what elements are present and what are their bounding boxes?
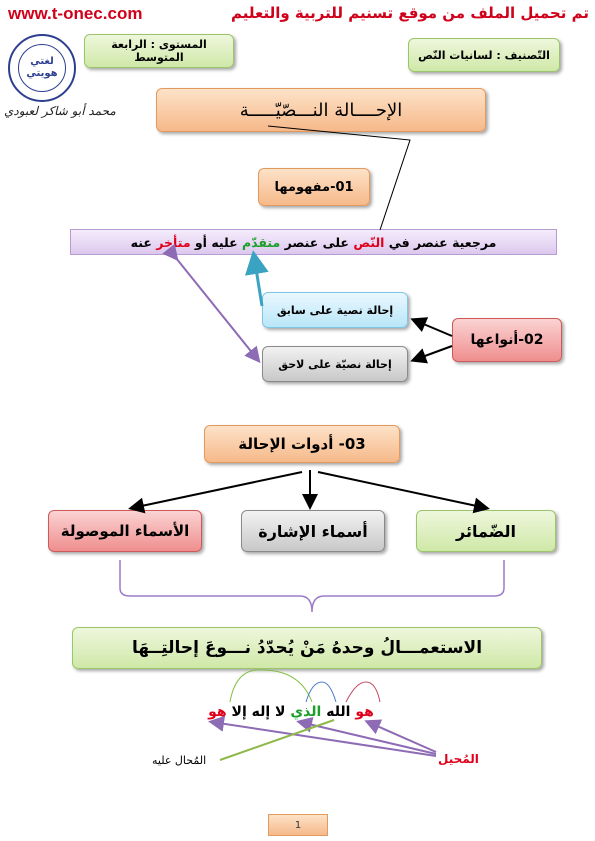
site-url-link[interactable]: www.t-onec.com — [8, 4, 143, 23]
arrow-to-pronouns — [318, 472, 486, 508]
stamp-line2: هويتي — [26, 68, 58, 79]
tool-pronouns-box: الضّمائر — [416, 510, 556, 552]
referrer-label: المُحيل — [438, 752, 479, 766]
verse-word-huwa-2: هو — [208, 704, 227, 720]
arrow-to-anaphora — [414, 320, 452, 336]
def-part4: عنه — [130, 234, 157, 250]
type-anaphora-box: إحالة نصية على سابق — [262, 292, 408, 328]
cataphora-arrow — [176, 258, 258, 360]
page-number: 1 — [268, 814, 328, 836]
category-box: التّصنيف : لسانيات النّص — [408, 38, 560, 72]
anaphora-arrow — [254, 256, 262, 306]
referent-label: المُحال عليه — [152, 754, 207, 767]
def-word-preceding: متقدّم — [242, 234, 281, 250]
def-word-following: متأخر — [156, 234, 191, 250]
section1-title: 01-مفهومها — [258, 168, 370, 206]
title-connector — [268, 126, 410, 230]
download-notice: تم تحميل الملف من موقع تسنيم للتربية والتعليم — [231, 4, 589, 22]
level-box: المستوى : الرابعة المتوسط — [84, 34, 234, 68]
section2-title: 02-أنواعها — [452, 318, 562, 362]
tool-relatives-box: الأسماء الموصولة — [48, 510, 202, 552]
arrow-to-cataphora — [414, 346, 452, 360]
verse-word-allah: الله — [326, 704, 351, 720]
usage-rule-box: الاستعمـــالُ وحدهُ مَنْ يُحدّدُ نـــوعَ إحالتِــهَا — [72, 627, 542, 669]
verse-words-mid: لا إله إلا — [231, 704, 286, 720]
main-title: الإحــــالة النـــصّيّـــــة — [156, 88, 486, 132]
arc-huwa-allah — [230, 670, 312, 702]
verse-word-huwa-1: هو — [355, 704, 374, 720]
verse-word-alladhi: الذي — [290, 704, 322, 720]
def-part1: مرجعية عنصر في — [384, 234, 497, 250]
section3-title: 03- أدوات الإحالة — [204, 425, 400, 463]
def-part2: على عنصر — [280, 234, 354, 250]
tools-bracket — [120, 560, 504, 612]
type-cataphora-box: إحالة نصيّة على لاحق — [262, 346, 408, 382]
def-part3: عليه أو — [190, 234, 242, 250]
def-word-text: النّص — [353, 234, 385, 250]
arc-allah-huwa — [346, 682, 380, 702]
author-name: محمد أبو شاكر لعبودي — [4, 104, 116, 118]
stamp-line1: لغتي — [30, 56, 54, 67]
arrow-to-relatives — [132, 472, 302, 508]
tool-demonstratives-box: أسماء الإشارة — [241, 510, 385, 552]
